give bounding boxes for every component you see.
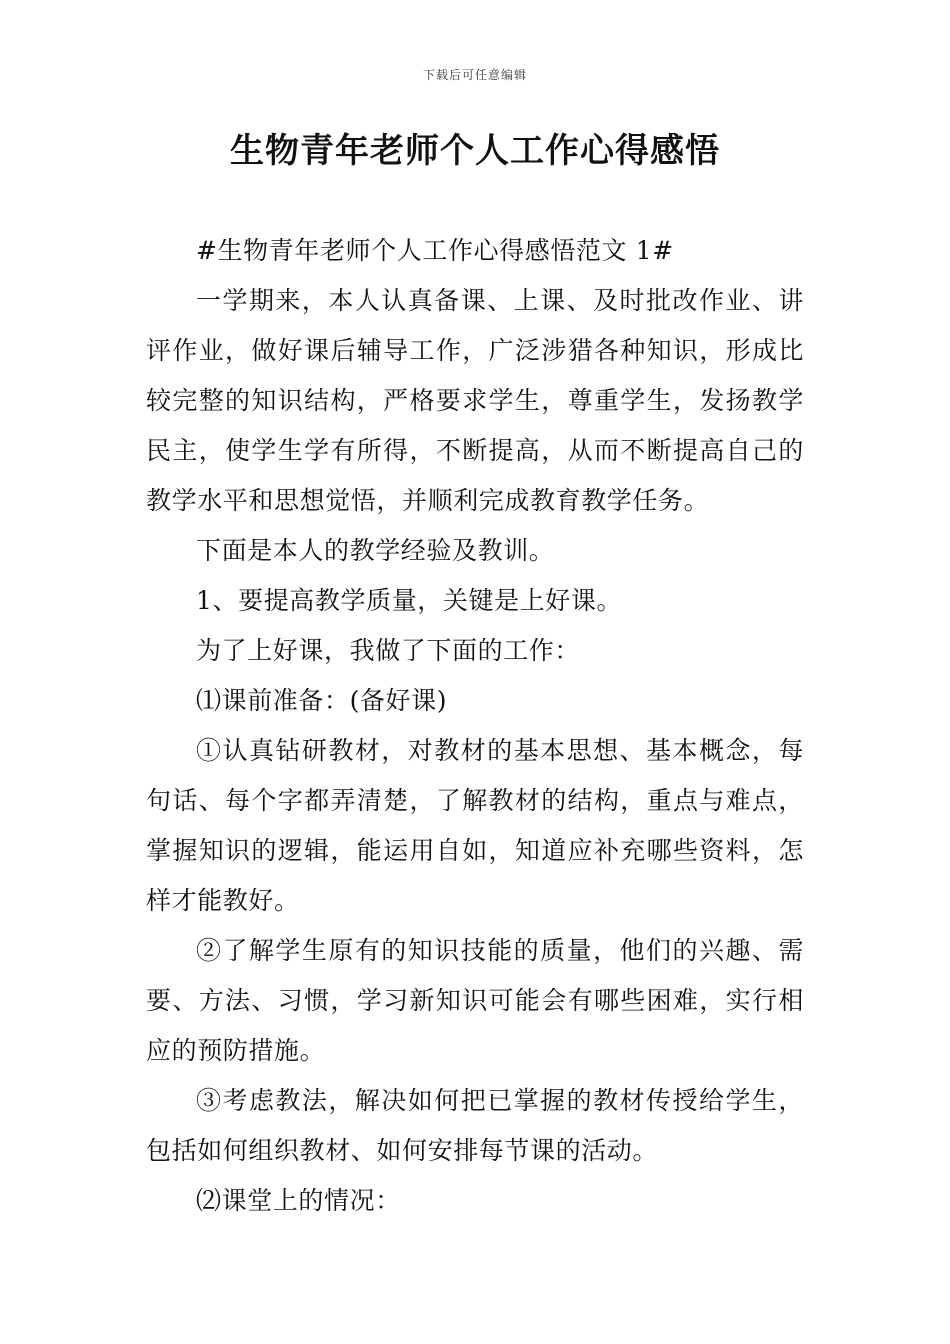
document-body	[146, 226, 804, 1226]
paragraph: ③考虑教法，解决如何把已掌握的教材传授给学生，包括如何组织教材、如何安排每节课的活动。	[146, 1086, 804, 1165]
paragraph: ①认真钻研教材，对教材的基本思想、基本概念，每句话、每个字都弄清楚，了解教材的结构，重点与难点，掌握知识的逻辑，能运用自如，知道应补充哪些资料，怎样才能教好。	[146, 736, 804, 915]
paragraph: 下面是本人的教学经验及教训。	[196, 536, 555, 565]
header-note: 下载后可任意编辑	[422, 68, 527, 82]
paragraph-section-heading: #生物青年老师个人工作心得感悟范文 1#	[196, 236, 674, 265]
paragraph: ⑵课堂上的情况：	[196, 1186, 401, 1215]
paragraph: ②了解学生原有的知识技能的质量，他们的兴趣、需要、方法、习惯，学习新知识可能会有哪些困难，实行相应的预防措施。	[146, 936, 804, 1065]
paragraph: 1、要提高教学质量，关键是上好课。	[196, 586, 623, 615]
paragraph: 一学期来，本人认真备课、上课、及时批改作业、讲评作业，做好课后辅导工作，广泛涉猎各种知识，形成比较完整的知识结构，严格要求学生，尊重学生，发扬教学民主，使学生学有所得，不断提高，从而不断提高自己的教学水平和思想觉悟，并顺利完成教育教学任务。	[146, 286, 804, 515]
paragraph: 为了上好课，我做了下面的工作：	[196, 636, 581, 665]
document-title: 生物青年老师个人工作心得感悟	[230, 131, 720, 171]
paragraph: ⑴课前准备：(备好课)	[196, 686, 448, 715]
